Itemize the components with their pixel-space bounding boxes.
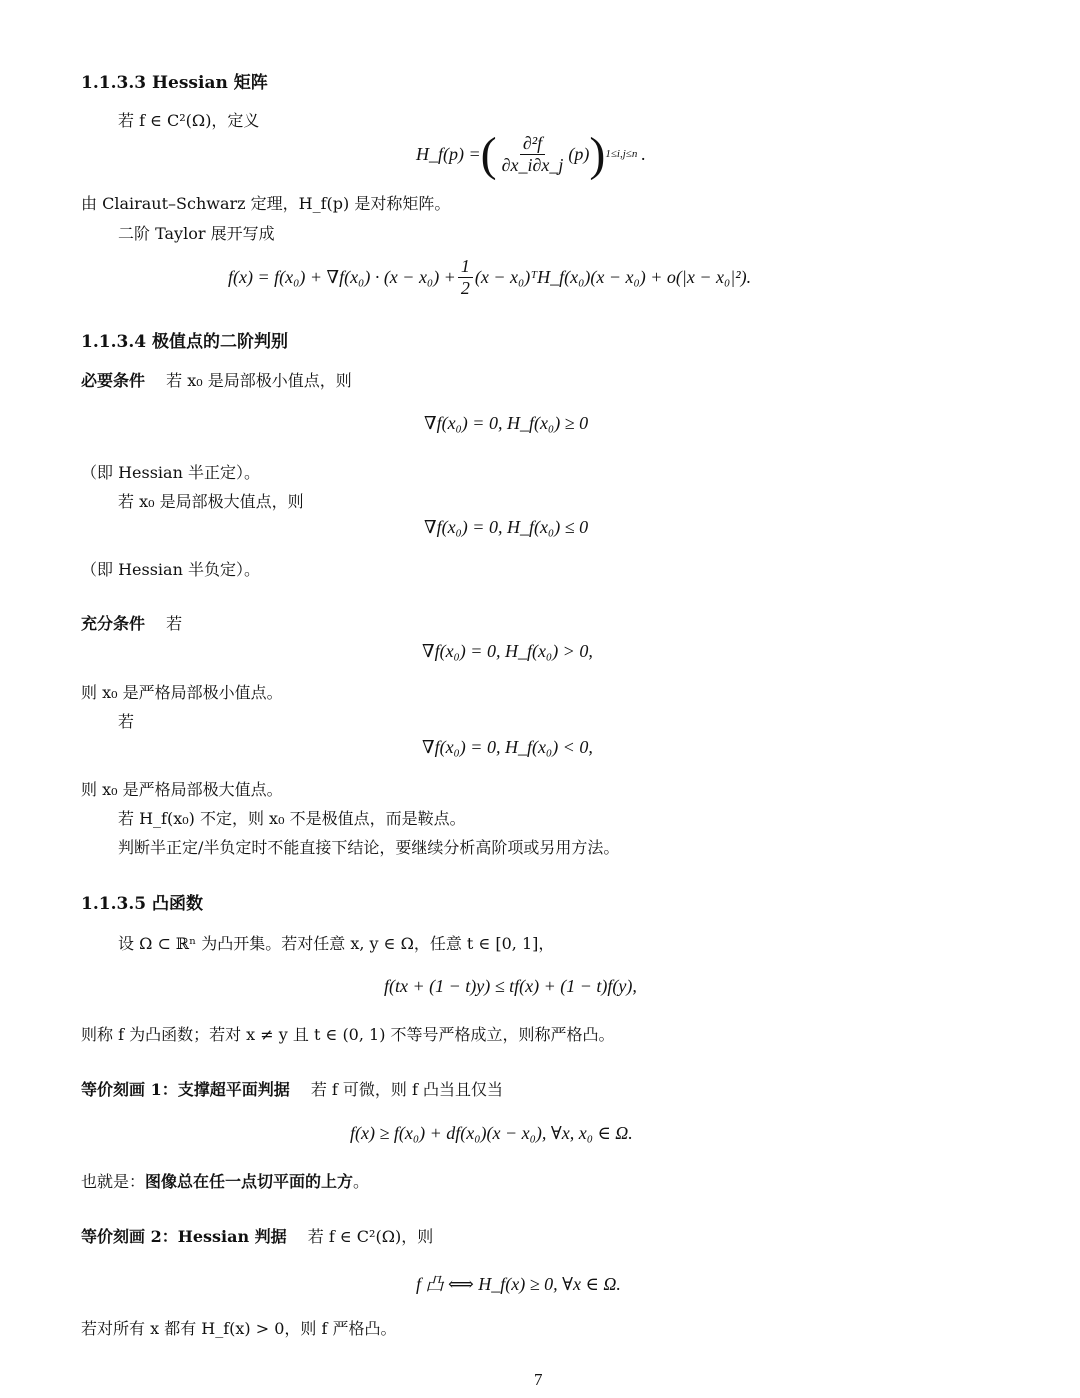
section-heading-convex-function: 1.1.3.5 凸函数	[81, 894, 203, 914]
section-heading-second-order-test: 1.1.3.4 极值点的二阶判别	[81, 332, 288, 352]
convex-inequality-equation: f(tx + (1 − t)y) ≤ tf(x) + (1 − t)f(y),	[384, 976, 637, 996]
hessian-eq-end: .	[641, 143, 646, 164]
equiv2-label: 等价刻画 2：Hessian 判据	[81, 1227, 287, 1246]
equiv1-text: 若 f 可微，则 f 凸当且仅当	[310, 1080, 504, 1099]
taylor-lhs: f(x) = f(x₀) + ∇f(x₀) · (x − x₀) +	[228, 266, 456, 287]
nsd-note: （即 Hessian 半负定）。	[81, 560, 260, 579]
equiv2-text: 若 f ∈ C²(Ω)，则	[307, 1227, 434, 1246]
taylor-intro: 二阶 Taylor 展开写成	[118, 224, 275, 243]
taylor-rhs: (x − x₀)ᵀH_f(x₀)(x − x₀) + o(|x − x₀|²).	[474, 266, 752, 287]
tangent-plane-remark	[81, 1169, 369, 1192]
convex-definition-after: 则称 f 为凸函数；若对 x ≠ y 且 t ∈ (0, 1) 不等号严格成立，则称严格凸。	[81, 1025, 615, 1044]
ruo-line: 若	[118, 712, 135, 731]
hessian-definition-equation: H_f(p) = ( $\frac{\text{∂²f}}{\partial x\_i\partial x\_j}$ (p) ) 1≤i,j≤n .	[416, 127, 646, 181]
hessian-eq-fraction	[499, 133, 567, 175]
max-intro: 若 x₀ 是局部极大值点，则	[118, 492, 304, 511]
taylor-fraction	[458, 256, 473, 298]
equiv1-line	[81, 1077, 503, 1100]
hessian-eq-index: 1≤i,j≤n	[605, 148, 638, 160]
strict-min-conclusion: 则 x₀ 是严格局部极小值点。	[81, 683, 283, 702]
necessary-label: 必要条件	[81, 371, 146, 390]
indefinite-saddle-note: 若 H_f(x₀) 不定，则 x₀ 不是极值点，而是鞍点。	[118, 809, 466, 828]
pd-condition-equation: ∇f(x₀) = 0, H_f(x₀) > 0,	[422, 641, 593, 661]
strict-convexity-note: 若对所有 x 都有 H_f(x) > 0，则 f 严格凸。	[81, 1319, 397, 1338]
hessian-eq-denominator: ∂x_i∂x_j	[501, 154, 564, 175]
symmetry-paragraph: 由 Clairaut–Schwarz 定理，H_f(p) 是对称矩阵。	[81, 194, 451, 213]
hessian-eq-lhs: H_f(p) =	[416, 143, 481, 164]
taylor-numerator: 1	[458, 256, 473, 278]
also-bold: 图像总在任一点切平面的上方	[145, 1172, 354, 1191]
equiv1-label: 等价刻画 1：支撑超平面判据	[81, 1080, 290, 1099]
equiv2-line	[81, 1224, 433, 1247]
max-condition-equation: ∇f(x₀) = 0, H_f(x₀) ≤ 0	[424, 517, 589, 537]
hessian-eq-numerator: ∂²f	[520, 133, 545, 155]
sufficient-label: 充分条件	[81, 614, 146, 633]
page-number: 7	[534, 1370, 543, 1389]
hessian-intro: 若 f ∈ C²(Ω)，定义	[118, 111, 260, 130]
hessian-eq-arg: (p)	[568, 143, 590, 164]
min-condition-equation: ∇f(x₀) = 0, H_f(x₀) ≥ 0	[424, 413, 589, 433]
semidefinite-caution: 判断半正定/半负定时不能直接下结论，要继续分析高阶项或另用方法。	[118, 838, 620, 857]
support-hyperplane-equation: f(x) ≥ f(x₀) + df(x₀)(x − x₀), ∀x, x₀ ∈ Ω.	[350, 1123, 633, 1143]
also-prefix: 也就是：	[81, 1172, 146, 1191]
necessary-condition-line	[81, 368, 352, 391]
sufficient-condition-line	[81, 611, 182, 634]
convex-definition-intro: 设 Ω ⊂ ℝⁿ 为凸开集。若对任意 x, y ∈ Ω，任意 t ∈ [0, 1]，	[118, 934, 555, 953]
nd-condition-equation: ∇f(x₀) = 0, H_f(x₀) < 0,	[422, 737, 593, 757]
necessary-text: 若 x₀ 是局部极小值点，则	[166, 371, 352, 390]
strict-max-conclusion: 则 x₀ 是严格局部极大值点。	[81, 780, 283, 799]
section-heading-hessian-matrix: 1.1.3.3 Hessian 矩阵	[81, 73, 268, 93]
taylor-denominator: 2	[460, 277, 470, 298]
psd-note: （即 Hessian 半正定）。	[81, 463, 260, 482]
sufficient-text: 若	[166, 614, 183, 633]
also-suffix: 。	[353, 1172, 370, 1191]
taylor-equation	[228, 252, 751, 302]
hessian-convexity-equation: f 凸 ⟺ H_f(x) ≥ 0, ∀x ∈ Ω.	[416, 1274, 621, 1294]
